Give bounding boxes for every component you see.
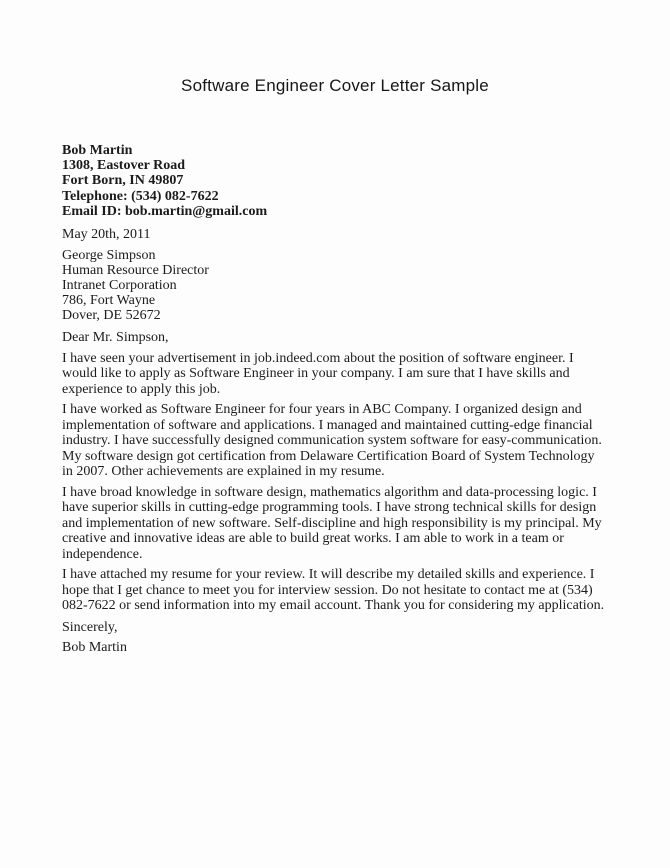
body-paragraph-4: I have attached my resume for your review. It will describe my detailed skills and experience. I hope that I get chance to meet you for interview session. Do not hesitate to contact me at (534) 082-7622 or send information into my email account. Thank you for considering my application. <box>62 567 605 614</box>
salutation: Dear Mr. Simpson, <box>62 330 169 346</box>
sender-email: Email ID: bob.martin@gmail.com <box>62 203 268 219</box>
body-paragraph-1: I have seen your advertisement in job.indeed.com about the position of software engineer. I would like to apply as Software Engineer in your company. I am sure that I have skills and experience to apply this job. <box>62 350 574 397</box>
recipient-address-block <box>62 248 608 323</box>
page-title: Software Engineer Cover Letter Sample <box>181 76 489 95</box>
recipient-city-state-zip: Dover, DE 52672 <box>62 308 161 324</box>
letter-date: May 20th, 2011 <box>62 227 151 243</box>
sender-telephone: Telephone: (534) 082-7622 <box>62 188 219 204</box>
sender-city-state-zip: Fort Born, IN 49807 <box>62 173 184 189</box>
body-paragraph-2: I have worked as Software Engineer for four years in ABC Company. I organized design and implementation of software and applications. I managed and maintained cutting-edge financial industry. I have successfully designed communication system software for easy-communication. My software design got certification from Delaware Certification Board of System Technology in 2007. Other achievements are explained in my resume. <box>62 402 602 480</box>
closing: Sincerely, <box>62 619 118 635</box>
sender-name: Bob Martin <box>62 143 133 158</box>
signature-name: Bob Martin <box>62 640 127 656</box>
sender-address-block <box>62 143 608 219</box>
recipient-street: 786, Fort Wayne <box>62 293 156 309</box>
body-paragraph-3: I have broad knowledge in software design, mathematics algorithm and data-processing logic. I have superior skills in cutting-edge programming tools. I have strong technical skills for design and implementation of new software. Self-discipline and high responsibility is my principal. My creative and innovative ideas are able to build great works. I am able to work in a team or independence. <box>62 484 602 562</box>
recipient-company: Intranet Corporation <box>62 278 177 294</box>
sender-street: 1308, Eastover Road <box>62 158 186 174</box>
recipient-name: George Simpson <box>62 248 156 264</box>
recipient-job-title: Human Resource Director <box>62 263 209 279</box>
